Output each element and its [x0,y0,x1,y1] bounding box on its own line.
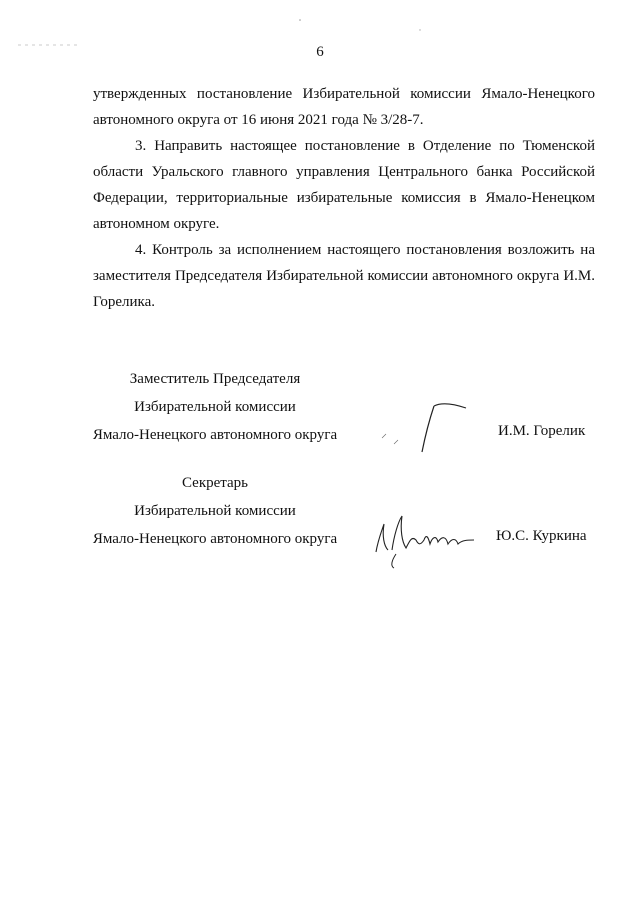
secretary-signer-name: Ю.С. Куркина [496,528,587,544]
deputy-title-line-1: Заместитель Председателя [129,371,301,387]
secretary-title-block [80,469,350,553]
page-number: 6 [316,44,324,60]
deputy-title-line-3: Ямало-Ненецкого автономного округа [92,427,338,443]
scan-noise [0,0,640,60]
secretary-title-line-1: Секретарь [181,475,249,491]
deputy-chairman-title-block [80,365,350,449]
deputy-title-line-2: Избирательной комиссии [134,399,296,415]
deputy-signature [372,400,482,460]
secretary-title-line-2: Избирательной комиссии [134,503,296,519]
secretary-title-line-3: Ямало-Ненецкого автономного округа [92,531,338,547]
secretary-signature [370,510,490,570]
deputy-signer-name: И.М. Горелик [498,423,586,439]
paragraph-continuation: утвержденных постановление Избирательной комиссии Ямало-Ненецкого автономного округа от 16 июня 2021 года № 3/28-7. [93,86,595,128]
paragraph-item-3: 3. Направить настоящее постановление в Отделение по Тюменской области Уральского главного управления Центрального банка Российской Федерации, территориальные избирательные комиссия в Ямало-Ненецком автономном округе. [93,138,595,232]
paragraph-item-4: 4. Контроль за исполнением настоящего постановления возложить на заместителя Председателя Избирательной комиссии автономного округа И.М. Горелика. [93,242,595,310]
